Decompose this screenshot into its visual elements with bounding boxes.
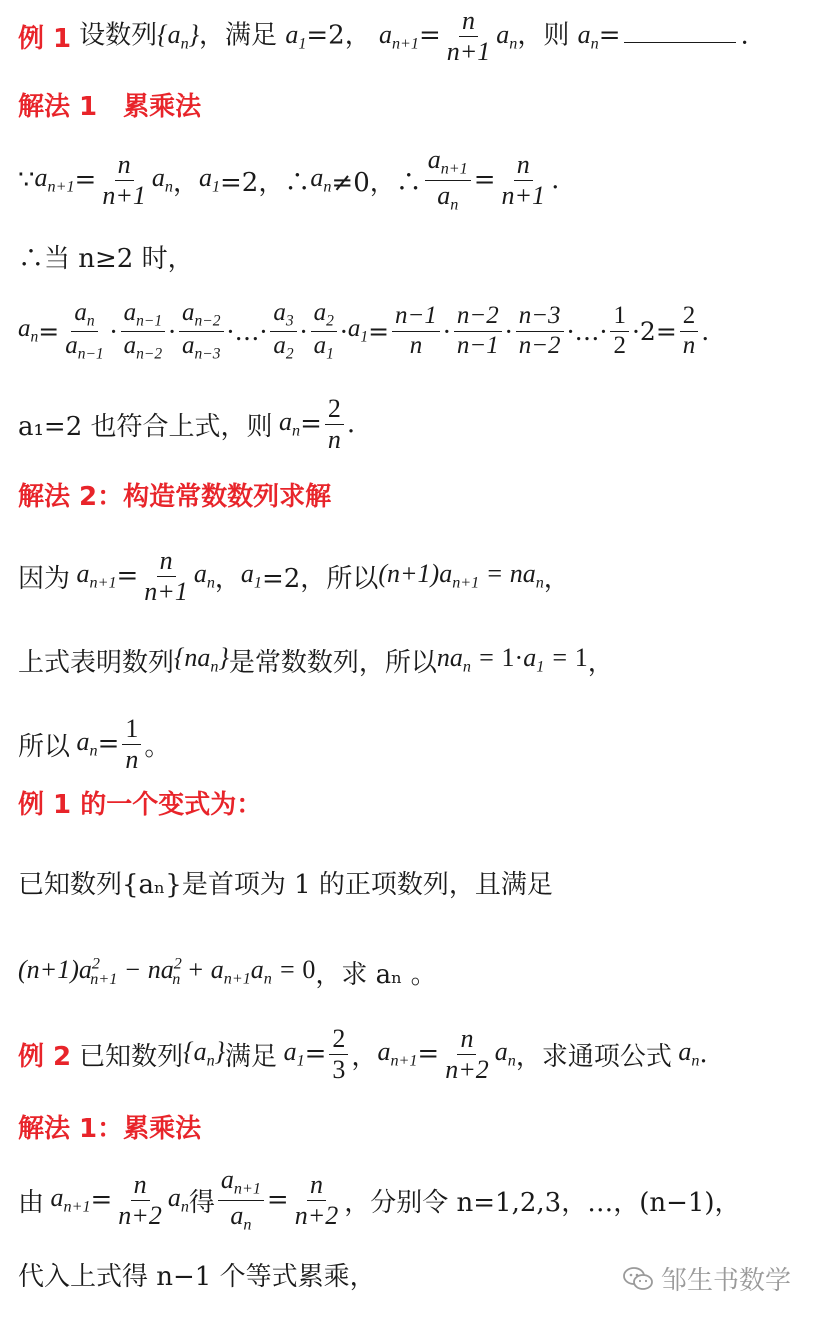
solution-2-line-2: 上式表明数列 $\{na_n\}$ 是常数数列，所以 $na_n = 1\cdot a_1 = 1$ ， [18, 643, 614, 678]
solution-1-title: 解法 1 累乘法 [18, 91, 202, 122]
watermark [623, 1260, 791, 1297]
example-1-label: 例 1 [18, 23, 72, 54]
example-1-statement [18, 5, 815, 66]
wechat-icon [623, 1266, 653, 1292]
variant-title: 例 1 的一个变式为： [18, 789, 263, 820]
example-2-label: 例 2 [18, 1041, 72, 1072]
example-2-solution-1-title: 解法 1：累乘法 [18, 1113, 202, 1144]
variant-line-2: $(n+1)a^2_{n+1} - na^2_n + a_{n+1}a_n = 0$ ，求 aₙ 。 [18, 955, 437, 990]
solution-1-line-2: ∴当 n≥2 时， [18, 243, 194, 274]
solution-2-line-1: 因为 $a_{n+1}$ = $\frac{n}{n+1}$ $a_n$ ， $a_1$ =2， 所以 $(n+1)a_{n+1} = na_n$ ， [18, 545, 570, 606]
example-2-statement: 例 2 已知数列 $\{a_n\}$ 满足 $a_1$ = $\frac{2}{3}$ ， $a_{n+1}$ = $\frac{n}{n+2}$ $a_n$ ， 求通项公式 $a_n$ . [18, 1023, 708, 1084]
solution-2-title: 解法 2：构造常数数列求解 [18, 481, 332, 512]
example-1-text: 设数列$\{a_n\}$，满足 $a_1=2$， $a_{n+1}=$ $\frac{n}{n+1}$ $a_n$，则 $a_n=$ . [79, 5, 749, 66]
solution-1-conclusion: a₁=2 也符合上式，则 $a_n$ = $\frac{2}{n}$ . [18, 393, 356, 454]
variant-line-1: 已知数列{aₙ}是首项为 1 的正项数列，且满足 [18, 869, 553, 900]
solution-1-line-1: ∵ $a_{n+1}$ = $\frac{n}{n+1}$ $a_n$ ， $a_1$ =2，∴ $a_n$ ≠0，∴ $\frac{a_{n+1}}{a_n}$ = $\frac{n}{n+1}$ . [18, 145, 560, 214]
example-2-solution-1-line-1: 由 $a_{n+1}$ = $\frac{n}{n+2}$ $a_n$ 得 $\frac{a_{n+1}}{a_n}$ = $\frac{n}{n+2}$ ，分别令 n=1,2,3，…，(n−1)， [18, 1165, 741, 1234]
example-2-solution-1-line-2: 代入上式得 n−1 个等式累乘， [18, 1261, 376, 1292]
solution-2-line-3: 所以 $a_n$ = $\frac{1}{n}$ 。 [18, 713, 171, 774]
solution-1-product-formula: $a_n$ = $\frac{a_n}{a_{n-1}}$ · $\frac{a_{n-1}}{a_{n-2}}$ · $\frac{a_{n-2}}{a_{n-3}}$ ·…· $\frac{a_3}{a_2}$ · $\frac{a_2}{a_1}$ · $a_1$ = $\frac{n-1}{n}$ · $\frac{n-2}{n-1}$ · $\frac{n-3}{n-2}$ ·…· $\frac{1}{2}$ ·2= $\frac{2}{n}$ . [18, 299, 710, 362]
answer-blank[interactable] [624, 13, 736, 43]
watermark-text: 邹生书数学 [660, 1266, 791, 1296]
